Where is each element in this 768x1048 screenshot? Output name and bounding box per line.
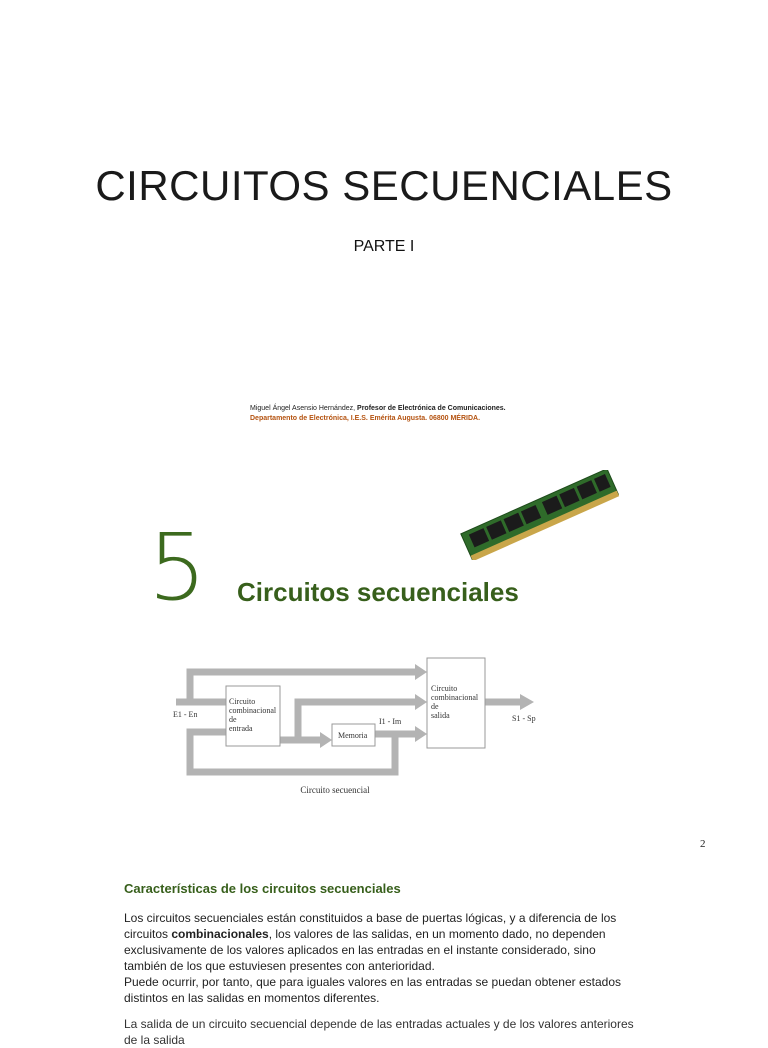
memory-label: Memoria (338, 731, 368, 740)
section-heading: Características de los circuitos secuenciales (124, 881, 401, 896)
author-line (250, 404, 506, 414)
sequential-circuit-diagram (170, 654, 545, 799)
input-block-line-3: de (229, 715, 237, 724)
output-block-line-4: salida (431, 711, 450, 720)
author-department: Departamento de Electrónica, I.E.S. Emérita Augusta. 06800 MÉRIDA. (250, 415, 481, 422)
input-block-line-2: combinacional (229, 706, 277, 715)
author-block (250, 404, 506, 424)
ram-module-image (455, 470, 625, 560)
paragraph-1-end: , los valores de las salidas, en un momento dado, no dependen exclusivamente de los valores aplicados en las entradas en el instante considerado, sino también de los que estuviesen presentes con anterioridad. (124, 927, 606, 973)
chapter-title: Circuitos secuenciales (237, 577, 519, 607)
output-block-line-1: Circuito (431, 684, 458, 693)
paragraph-1-bold: combinacionales (171, 927, 269, 941)
document-subtitle: PARTE I (353, 238, 415, 255)
author-name: Miguel Ángel Asensio Hernández, (250, 405, 356, 412)
paragraph-1-start: Los circuitos secuenciales están constituidos a base de puertas lógicas, y a diferencia de los circuitos (124, 911, 617, 941)
paragraph-3: La salida de un circuito secuencial depende de las entradas actuales y de los valores anteriores de la salida (124, 1017, 634, 1047)
document-title: CIRCUITOS SECUENCIALES (95, 162, 673, 209)
chapter-number: 5 (148, 514, 207, 621)
author-role: Profesor de Electrónica de Comunicaciones. (357, 405, 506, 412)
memory-output-label: I1 - Im (379, 717, 402, 726)
output-block-line-2: combinacional (431, 693, 479, 702)
bypass-line (190, 672, 415, 702)
diagram-caption: Circuito secuencial (300, 785, 370, 795)
input-block-line-4: entrada (229, 724, 253, 733)
input-block-line-1: Circuito (229, 697, 256, 706)
paragraph-2: Puede ocurrir, por tanto, que para iguales valores en las entradas se puedan obtener estados distintos en las salidas en momentos diferentes. (124, 975, 621, 1005)
output-label: S1 - Sp (512, 714, 536, 723)
page-number: 2 (700, 838, 706, 850)
output-block-line-3: de (431, 702, 439, 711)
paragraph-1 (124, 910, 634, 974)
input-label: E1 - En (173, 710, 198, 719)
